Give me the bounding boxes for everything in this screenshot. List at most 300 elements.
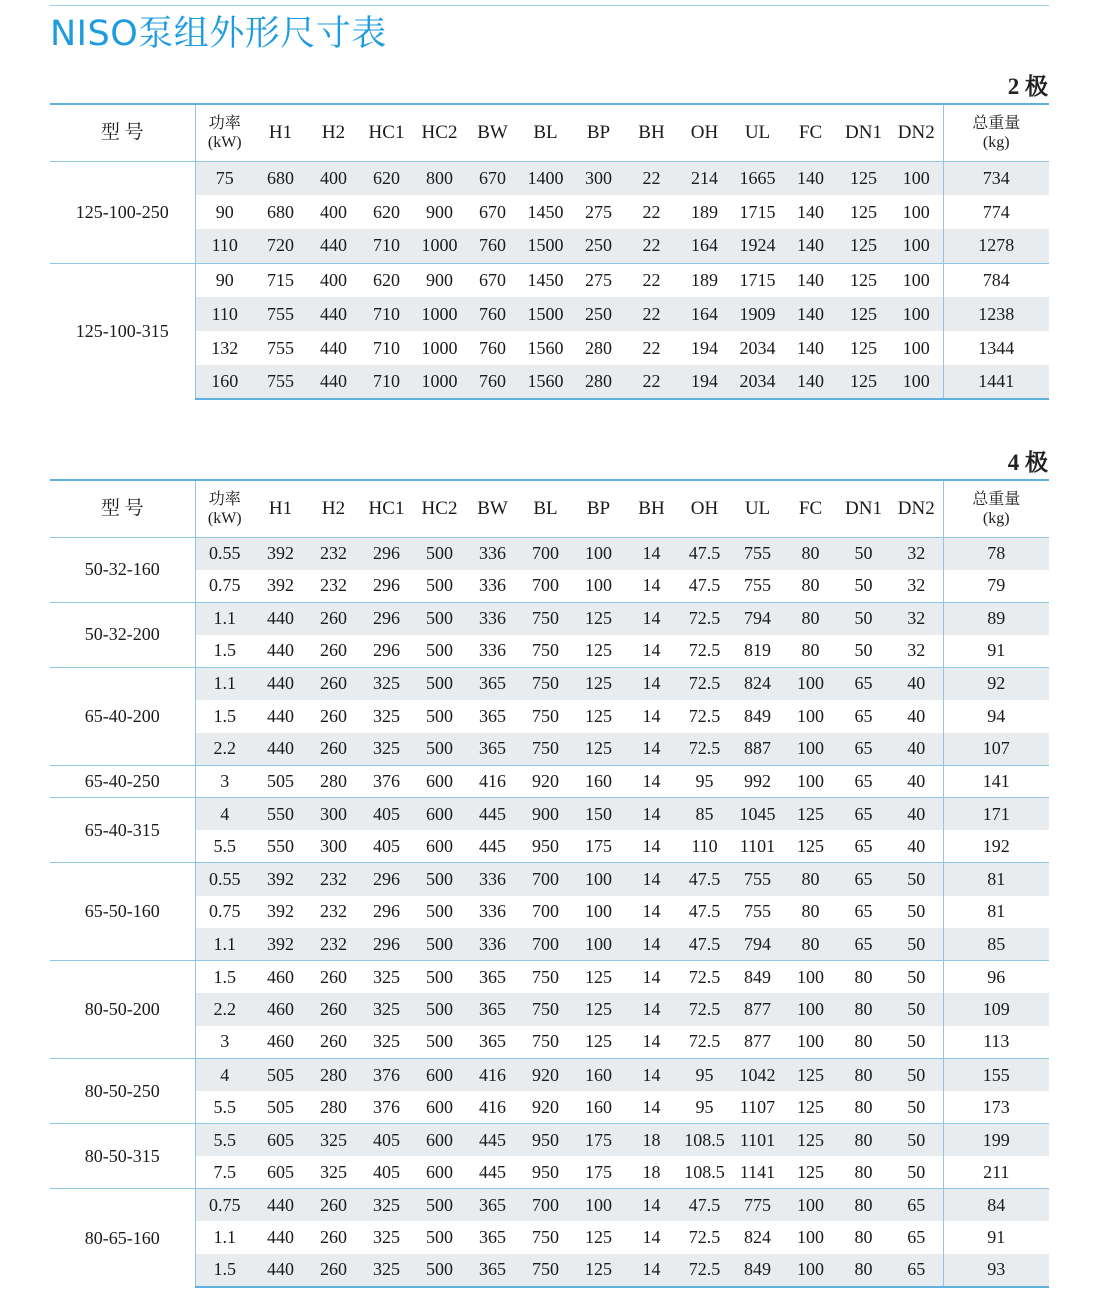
bw-cell: 365: [466, 993, 519, 1026]
dn2-cell: 100: [890, 161, 943, 195]
dn1-cell: 80: [837, 1124, 890, 1157]
table-row: [50, 1254, 1049, 1287]
h2-cell: 260: [307, 602, 360, 635]
hc1-cell: 405: [360, 798, 413, 831]
oh-cell: 47.5: [678, 1189, 731, 1222]
h1-cell: 392: [254, 863, 307, 896]
hc2-cell: 500: [426, 705, 453, 726]
hc2-cell: 500: [426, 901, 453, 922]
h1-cell: 505: [267, 1096, 294, 1117]
dn2-cell: 40: [907, 705, 926, 726]
table-row: [50, 928, 1049, 961]
h1-cell: 550: [267, 835, 294, 856]
ul-cell: 794: [731, 602, 784, 635]
power-cell: 132: [211, 337, 239, 358]
h2-cell: 300: [307, 798, 360, 831]
bh-cell: 14: [642, 901, 661, 922]
ul-cell: 755: [744, 575, 771, 596]
bh-cell: 14: [642, 1227, 661, 1248]
weight-cell: 1238: [943, 297, 1049, 331]
bw-cell: 760: [479, 337, 506, 358]
h1-cell: 505: [254, 765, 307, 798]
ul-cell: 849: [731, 1254, 784, 1287]
bw-cell: 336: [479, 901, 506, 922]
power-cell: 1.5: [195, 961, 254, 994]
bp-cell: 125: [572, 667, 625, 700]
ul-cell: 1715: [731, 263, 784, 297]
oh-cell: 194: [691, 337, 718, 358]
h2-cell: 232: [307, 863, 360, 896]
dim-column-header: BW: [477, 121, 508, 143]
model-cell: 80-50-200: [50, 961, 195, 1059]
dim-column-header: HC2: [421, 121, 458, 143]
bl-cell: 1450: [527, 201, 564, 222]
table-row: [50, 765, 1049, 798]
weight-header-label: 总重量: [972, 490, 1021, 508]
weight-cell: 734: [943, 161, 1049, 195]
table-row: [50, 195, 1049, 229]
hc2-cell: 500: [413, 667, 466, 700]
power-cell: 110: [195, 297, 254, 331]
weight-cell: 94: [943, 700, 1049, 733]
model-cell: 125-100-315: [50, 263, 195, 399]
oh-cell: 108.5: [678, 1124, 731, 1157]
oh-cell: 164: [678, 297, 731, 331]
bp-cell: 250: [572, 229, 625, 263]
hc2-cell: 600: [426, 1096, 453, 1117]
h2-cell: 260: [320, 1227, 347, 1248]
dn1-cell: 125: [837, 161, 890, 195]
fc-cell: 125: [797, 1161, 824, 1182]
fc-cell: 80: [801, 640, 820, 661]
power-cell: 0.75: [209, 575, 241, 596]
weight-cell: 107: [943, 733, 1049, 766]
h1-cell: 440: [254, 667, 307, 700]
fc-cell: 80: [784, 602, 837, 635]
fc-cell: 80: [801, 901, 820, 922]
table-row: [50, 635, 1049, 668]
power-column-header: [195, 104, 254, 161]
weight-cell: 199: [943, 1124, 1049, 1157]
dn2-cell: 65: [890, 1189, 943, 1222]
bw-cell: 365: [466, 667, 519, 700]
bp-cell: 160: [572, 765, 625, 798]
bp-cell: 275: [585, 201, 612, 222]
power-cell: 160: [195, 365, 254, 399]
fc-cell: 100: [797, 705, 824, 726]
dn1-cell: 125: [837, 365, 890, 399]
h2-cell: 232: [307, 928, 360, 961]
h2-cell: 260: [307, 993, 360, 1026]
oh-cell: 72.5: [678, 667, 731, 700]
hc1-cell: 710: [373, 337, 400, 358]
hc2-cell: 500: [413, 733, 466, 766]
bw-cell: 760: [466, 297, 519, 331]
weight-cell: 89: [943, 602, 1049, 635]
bh-cell: 14: [625, 1189, 678, 1222]
bl-cell: 700: [519, 1189, 572, 1222]
oh-cell: 95: [678, 1059, 731, 1092]
fc-cell: 100: [784, 993, 837, 1026]
ul-cell: 992: [731, 765, 784, 798]
weight-cell: 79: [943, 570, 1049, 603]
bl-cell: 700: [532, 575, 559, 596]
power-cell: 0.75: [209, 901, 241, 922]
ul-cell: 1909: [731, 297, 784, 331]
dim-column-header: BW: [477, 497, 508, 519]
hc1-cell: 325: [360, 993, 413, 1026]
bl-cell: 920: [519, 1059, 572, 1092]
h1-cell: 755: [267, 337, 294, 358]
power-cell: 0.55: [195, 537, 254, 570]
bh-cell: 14: [625, 928, 678, 961]
bh-cell: 14: [625, 1059, 678, 1092]
fc-cell: 100: [797, 1227, 824, 1248]
h1-cell: 460: [254, 993, 307, 1026]
bh-cell: 14: [625, 733, 678, 766]
dn1-cell: 125: [850, 201, 877, 222]
weight-column-header: [943, 480, 1049, 537]
power-cell: 1.1: [195, 667, 254, 700]
model-column-header: 型 号: [50, 480, 195, 537]
weight-header-unit: (kg): [982, 509, 1010, 527]
table-row: [50, 863, 1049, 896]
dn2-cell: 100: [902, 201, 930, 222]
table-row: [50, 733, 1049, 766]
ul-cell: 1101: [731, 1124, 784, 1157]
bh-cell: 14: [625, 798, 678, 831]
hc1-cell: 325: [360, 961, 413, 994]
bw-cell: 416: [466, 765, 519, 798]
hc2-cell: 500: [413, 537, 466, 570]
dn2-cell: 50: [890, 1059, 943, 1092]
bl-cell: 1400: [519, 161, 572, 195]
weight-cell: 211: [943, 1156, 1049, 1189]
dn2-cell: 32: [890, 602, 943, 635]
dn1-cell: 65: [837, 667, 890, 700]
dn1-cell: 80: [837, 1189, 890, 1222]
h1-cell: 440: [254, 1189, 307, 1222]
dn2-cell: 32: [890, 537, 943, 570]
bw-cell: 445: [466, 1124, 519, 1157]
bl-cell: 750: [519, 602, 572, 635]
bh-cell: 14: [642, 705, 661, 726]
dn2-cell: 100: [890, 365, 943, 399]
table-row: [50, 570, 1049, 603]
oh-cell: 189: [691, 201, 718, 222]
bp-cell: 100: [572, 928, 625, 961]
bl-cell: 700: [532, 901, 559, 922]
model-column-header: 型 号: [50, 104, 195, 161]
model-cell: 80-50-315: [50, 1124, 195, 1189]
bh-cell: 14: [642, 575, 661, 596]
hc2-cell: 1000: [421, 337, 458, 358]
bp-cell: 160: [585, 1096, 612, 1117]
h2-cell: 325: [307, 1124, 360, 1157]
bl-cell: 1450: [519, 263, 572, 297]
fc-cell: 100: [784, 765, 837, 798]
table-row: [50, 537, 1049, 570]
table-row: [50, 667, 1049, 700]
dn2-cell: 100: [890, 297, 943, 331]
bh-cell: 14: [642, 1031, 661, 1052]
fc-cell: 100: [784, 961, 837, 994]
hc2-cell: 900: [413, 263, 466, 297]
bl-cell: 750: [519, 667, 572, 700]
dn1-cell: 65: [837, 863, 890, 896]
h2-cell: 260: [320, 705, 347, 726]
weight-cell: 109: [943, 993, 1049, 1026]
fc-cell: 125: [797, 1096, 824, 1117]
table-row: [50, 1221, 1049, 1254]
h1-cell: 440: [254, 733, 307, 766]
h2-cell: 300: [320, 835, 347, 856]
dn1-cell: 65: [854, 901, 873, 922]
power-cell: 0.75: [195, 1189, 254, 1222]
bp-cell: 175: [585, 835, 612, 856]
hc2-cell: 500: [426, 640, 453, 661]
h2-cell: 260: [307, 667, 360, 700]
hc2-cell: 500: [413, 961, 466, 994]
dim-column-header: H1: [268, 121, 293, 143]
oh-cell: 72.5: [678, 961, 731, 994]
hc1-cell: 296: [360, 537, 413, 570]
dn1-cell: 65: [837, 928, 890, 961]
power-cell: 2.2: [195, 993, 254, 1026]
table-row: [50, 798, 1049, 831]
hc2-cell: 500: [413, 928, 466, 961]
power-cell: 75: [195, 161, 254, 195]
dim-column-header: OH: [690, 497, 719, 519]
bp-cell: 125: [585, 1227, 612, 1248]
hc2-cell: 600: [413, 1059, 466, 1092]
dn1-cell: 125: [837, 263, 890, 297]
table-row: [50, 602, 1049, 635]
power-cell: 110: [195, 229, 254, 263]
h2-cell: 260: [320, 1031, 347, 1052]
dn2-cell: 40: [890, 765, 943, 798]
weight-cell: 1441: [943, 365, 1049, 399]
bh-cell: 14: [625, 765, 678, 798]
fc-cell: 80: [801, 575, 820, 596]
oh-cell: 72.5: [688, 1031, 721, 1052]
dn2-cell: 100: [890, 263, 943, 297]
weight-cell: 91: [943, 1221, 1049, 1254]
table-row: [50, 1026, 1049, 1059]
weight-cell: 81: [943, 863, 1049, 896]
hc1-cell: 325: [360, 1254, 413, 1287]
weight-cell: 173: [943, 1091, 1049, 1124]
dn2-cell: 100: [902, 337, 930, 358]
power-cell: 5.5: [213, 835, 236, 856]
bw-cell: 670: [466, 161, 519, 195]
bl-cell: 920: [519, 765, 572, 798]
dn1-cell: 80: [854, 1227, 873, 1248]
dim-column-header: HC1: [368, 497, 405, 519]
weight-cell: 774: [943, 195, 1049, 229]
oh-cell: 95: [695, 1096, 714, 1117]
model-cell: 65-40-200: [50, 667, 195, 765]
table-row: [50, 331, 1049, 365]
dn2-cell: 50: [890, 928, 943, 961]
hc1-cell: 710: [360, 229, 413, 263]
bp-cell: 250: [572, 297, 625, 331]
weight-cell: 92: [943, 667, 1049, 700]
bw-cell: 365: [479, 1031, 506, 1052]
ul-cell: 755: [731, 537, 784, 570]
power-cell: 3: [195, 765, 254, 798]
oh-cell: 108.5: [684, 1161, 725, 1182]
dn2-cell: 65: [890, 1254, 943, 1287]
ul-cell: 1924: [731, 229, 784, 263]
table-row: [50, 161, 1049, 195]
dim-column-header: H1: [268, 497, 293, 519]
bp-cell: 160: [572, 1059, 625, 1092]
bl-cell: 750: [519, 733, 572, 766]
hc1-cell: 296: [373, 640, 400, 661]
power-cell: 2.2: [195, 733, 254, 766]
bw-cell: 336: [479, 575, 506, 596]
dn2-cell: 40: [890, 798, 943, 831]
hc2-cell: 500: [413, 863, 466, 896]
power-cell: 90: [195, 263, 254, 297]
bh-cell: 22: [642, 201, 661, 222]
fc-cell: 80: [784, 928, 837, 961]
hc1-cell: 405: [360, 1124, 413, 1157]
weight-cell: 1278: [943, 229, 1049, 263]
dim-column-header: FC: [798, 497, 823, 519]
fc-cell: 140: [784, 161, 837, 195]
dn2-cell: 40: [890, 667, 943, 700]
dn2-cell: 100: [890, 229, 943, 263]
ul-cell: 1107: [739, 1096, 776, 1117]
dn1-cell: 80: [837, 993, 890, 1026]
h1-cell: 460: [267, 1031, 294, 1052]
bp-cell: 175: [572, 1124, 625, 1157]
table-row: [50, 961, 1049, 994]
bw-cell: 416: [479, 1096, 506, 1117]
bl-cell: 750: [532, 705, 559, 726]
table-header: [50, 104, 1049, 161]
bp-cell: 100: [585, 901, 612, 922]
table-row: [50, 1189, 1049, 1222]
power-column-header: [195, 480, 254, 537]
h1-cell: 505: [254, 1059, 307, 1092]
bl-cell: 700: [519, 537, 572, 570]
hc1-cell: 405: [373, 835, 400, 856]
four-pole-table: [50, 479, 1049, 1288]
hc2-cell: 600: [413, 1124, 466, 1157]
bl-cell: 700: [519, 928, 572, 961]
power-cell: 4: [195, 798, 254, 831]
table-row: [50, 1156, 1049, 1189]
bp-cell: 125: [585, 1031, 612, 1052]
power-cell: 1.1: [213, 1227, 236, 1248]
bh-cell: 14: [625, 537, 678, 570]
bw-cell: 336: [466, 863, 519, 896]
dn2-cell: 50: [890, 961, 943, 994]
bw-cell: 336: [466, 602, 519, 635]
fc-cell: 140: [797, 337, 824, 358]
hc2-cell: 1000: [413, 229, 466, 263]
fc-cell: 125: [784, 1124, 837, 1157]
bl-cell: 920: [532, 1096, 559, 1117]
hc2-cell: 500: [413, 1189, 466, 1222]
dn2-cell: 32: [907, 575, 926, 596]
table-row: [50, 1091, 1049, 1124]
bh-cell: 22: [625, 297, 678, 331]
h2-cell: 400: [307, 263, 360, 297]
hc1-cell: 376: [373, 1096, 400, 1117]
dn1-cell: 50: [837, 602, 890, 635]
table-row: [50, 297, 1049, 331]
table-row: [50, 1059, 1049, 1092]
bw-cell: 445: [466, 798, 519, 831]
bw-cell: 365: [466, 961, 519, 994]
bh-cell: 14: [625, 993, 678, 1026]
h2-cell: 400: [320, 201, 347, 222]
ul-cell: 755: [744, 901, 771, 922]
bl-cell: 750: [532, 1031, 559, 1052]
ul-cell: 824: [744, 1227, 771, 1248]
bp-cell: 100: [572, 537, 625, 570]
bl-cell: 750: [532, 1227, 559, 1248]
fc-cell: 80: [784, 863, 837, 896]
oh-cell: 214: [678, 161, 731, 195]
dim-column-header: HC2: [421, 497, 458, 519]
oh-cell: 72.5: [678, 1254, 731, 1287]
h2-cell: 260: [307, 961, 360, 994]
ul-cell: 849: [731, 961, 784, 994]
power-header-unit: (kW): [207, 133, 242, 151]
bp-cell: 100: [572, 1189, 625, 1222]
dn1-cell: 80: [837, 961, 890, 994]
fc-cell: 140: [784, 365, 837, 399]
power-cell: 90: [215, 201, 234, 222]
dn1-cell: 50: [837, 537, 890, 570]
bl-cell: 1500: [519, 297, 572, 331]
table-row: [50, 365, 1049, 399]
oh-cell: 47.5: [678, 928, 731, 961]
bw-cell: 365: [466, 1189, 519, 1222]
dn1-cell: 80: [837, 1254, 890, 1287]
fc-cell: 100: [784, 733, 837, 766]
power-cell: 1.5: [195, 1254, 254, 1287]
hc2-cell: 500: [413, 1254, 466, 1287]
bp-cell: 125: [572, 602, 625, 635]
power-cell: 5.5: [213, 1096, 236, 1117]
ul-cell: 819: [744, 640, 771, 661]
bw-cell: 365: [466, 1254, 519, 1287]
table-row: [50, 830, 1049, 863]
h2-cell: 440: [307, 365, 360, 399]
model-cell: 80-65-160: [50, 1189, 195, 1287]
dn2-cell: 32: [907, 640, 926, 661]
bh-cell: 14: [642, 1096, 661, 1117]
hc2-cell: 500: [426, 1227, 453, 1248]
weight-header-label: 总重量: [972, 114, 1021, 132]
oh-cell: 110: [691, 835, 718, 856]
h1-cell: 755: [254, 297, 307, 331]
dim-column-header: BP: [586, 121, 611, 143]
oh-cell: 72.5: [688, 1227, 721, 1248]
hc1-cell: 325: [360, 1189, 413, 1222]
fc-cell: 125: [784, 798, 837, 831]
hc1-cell: 710: [360, 365, 413, 399]
dim-column-header: DN1: [845, 121, 882, 143]
oh-cell: 47.5: [688, 901, 721, 922]
dim-column-header: BH: [638, 497, 665, 519]
